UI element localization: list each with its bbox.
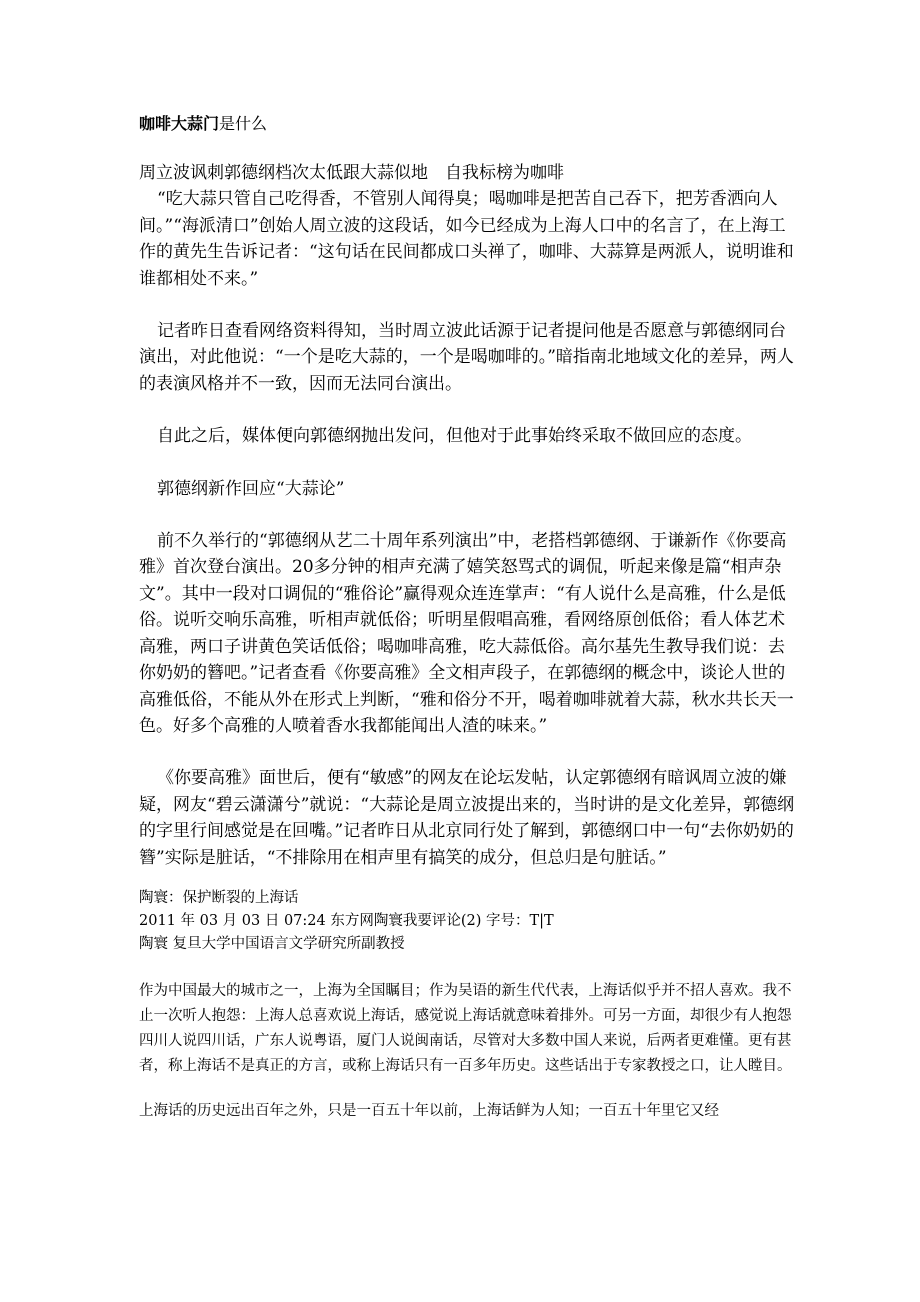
title-rest: 是什么 (219, 114, 268, 133)
paragraph-1: “吃大蒜只管自己吃得香，不管别人闻得臭；喝咖啡是把苦自己吞下，把芳香洒向人间。”“海派清口”创始人周立波的这段话，如今已经成为上海人口中的名言了，在上海工作的黄先生告诉记者：“这句话在民间都成口头禅了，咖啡、大蒜算是两派人，说明谁和谁都相处不来。” (139, 189, 794, 289)
article2-meta: 2011 年 03 月 03 日 07:24 东方网陶寰我要评论(2) 字号：T|T (139, 912, 554, 929)
paragraph-3: 自此之后，媒体便向郭德纲抛出发问，但他对于此事始终采取不做回应的态度。 (157, 426, 752, 447)
headline: 周立波讽刺郭德纲档次太低跟大蒜似地 自我标榜为咖啡 (139, 163, 564, 183)
article2-author: 陶寰 复旦大学中国语言文学研究所副教授 (139, 935, 405, 952)
article2-title: 陶寰：保护断裂的上海话 (139, 889, 299, 906)
subheading: 郭德纲新作回应“大蒜论” (157, 478, 345, 499)
paragraph-4: 前不久举行的“郭德纲从艺二十周年系列演出”中，老搭档郭德纲、于谦新作《你要高雅》首次登台演出。20多分钟的相声充满了嬉笑怒骂式的调侃，听起来像是篇“相声杂文”。其中一段对口调侃的“雅俗论”赢得观众连连掌声：“有人说什么是高雅，什么是低俗。说听交响乐高雅，听相声就低俗；听明星假唱高雅，看网络原创低俗；看人体艺术高雅，两口子讲黄色笑话低俗；喝咖啡高雅，吃大蒜低俗。高尔基先生教导我们说：去你奶奶的簪吧。”记者查看《你要高雅》全文相声段子，在郭德纲的概念中，谈论人世的高雅低俗，不能从外在形式上判断，“雅和俗分不开，喝着咖啡就着大蒜，秋水共长天一色。好多个高雅的人喷着香水我都能闻出人渣的味来。” (139, 531, 794, 736)
paragraph-6: 作为中国最大的城市之一，上海为全国瞩目；作为吴语的新生代代表，上海话似乎并不招人喜欢。我不止一次听人抱怨：上海人总喜欢说上海话，感觉说上海话就意味着排外。可另一方面，却很少有人抱怨四川人说四川话，广东人说粤语，厦门人说闽南话，尽管对大多数中国人来说，后两者更难懂。更有甚者，称上海话不是真正的方言，或称上海话只有一百多年历史。这些话出于专家教授之口，让人瞠目。 (139, 982, 792, 1074)
paragraph-5: 《你要高雅》面世后，便有“敏感”的网友在论坛发帖，认定郭德纲有暗讽周立波的嫌疑，网友“碧云潇潇兮”就说：“大蒜论是周立波提出来的，当时讲的是文化差异，郭德纲的字里行间感觉是在回嘴。”记者昨日从北京同行处了解到，郭德纲口中一句“去你奶奶的簪”实际是脏话，“不排除用在相声里有搞笑的成分，但总归是句脏话。” (139, 768, 795, 868)
paragraph-7: 上海话的历史远出百年之外，只是一百五十年以前，上海话鲜为人知；一百五十年里它又经 (139, 1102, 719, 1119)
paragraph-2: 记者昨日查看网络资料得知，当时周立波此话源于记者提问他是否愿意与郭德纲同台演出，对此他说：“一个是吃大蒜的，一个是喝咖啡的。”暗指南北地域文化的差异，两人的表演风格并不一致，因而无法同台演出。 (139, 321, 794, 394)
title-bold: 咖啡大蒜门 (139, 114, 220, 133)
document-page (139, 112, 799, 1124)
document-title (139, 112, 799, 136)
